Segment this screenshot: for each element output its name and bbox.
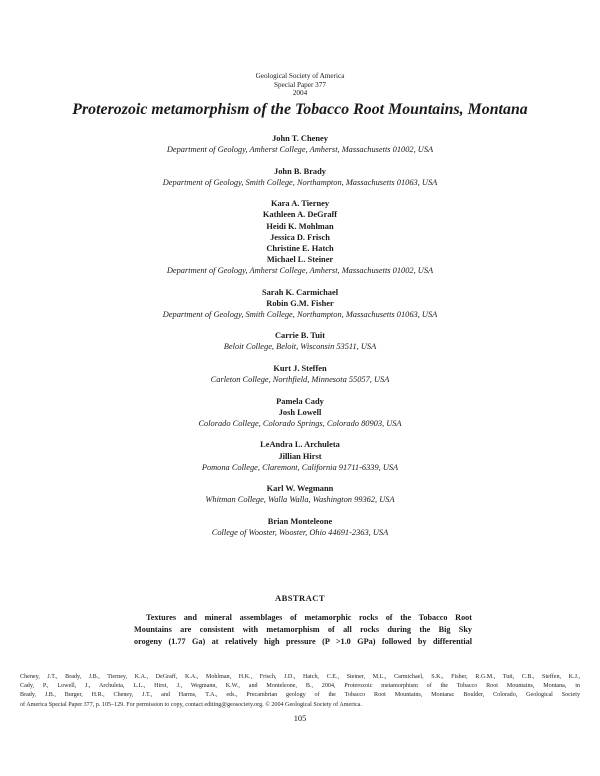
author-affiliation: Department of Geology, Smith College, Northampton, Massachusetts 01063, USA	[162, 309, 438, 319]
author-group	[0, 198, 600, 276]
citation-line: Cady, P., Lowell, J., Archuleta, L.L., Hirst, J., Wegmann, K.W., and Monteleone, B., 2004, Proterozoic metamorphism of the Tobacco Root Mountains, Montana, in	[20, 683, 580, 690]
author-affiliation: Carleton College, Northfield, Minnesota 55057, USA	[210, 375, 390, 385]
society-name: Geological Society of America	[255, 72, 345, 80]
author-group	[0, 133, 600, 155]
series-label: Special Paper 377	[274, 80, 326, 89]
author-name: Heidi K. Mohlman	[266, 221, 334, 231]
author-group	[0, 483, 600, 505]
citation-line: Brady, J.B., Burger, H.R., Cheney, J.T., and Harms, T.A., eds., Precambrian geology of the Tobacco Root Mountains, Montana: Boulder, Colorado, Geological Society	[20, 692, 580, 699]
abstract-line: Textures and mineral assemblages of metamorphic rocks of the Tobacco Root	[146, 613, 472, 622]
author-affiliation: Department of Geology, Amherst College, Amherst, Massachusetts 01002, USA	[166, 265, 434, 275]
author-name: Robin G.M. Fisher	[266, 298, 334, 308]
author-name: Jessica D. Frisch	[270, 232, 330, 242]
author-group	[0, 516, 600, 538]
author-name: Christine E. Hatch	[266, 243, 334, 253]
author-name: Josh Lowell	[278, 407, 322, 417]
author-affiliation: Department of Geology, Smith College, Northampton, Massachusetts 01063, USA	[162, 177, 438, 187]
author-group	[0, 439, 600, 472]
author-list	[0, 133, 600, 538]
publication-year: 2004	[292, 89, 308, 98]
author-name: Pamela Cady	[276, 396, 324, 406]
author-affiliation: Department of Geology, Amherst College, Amherst, Massachusetts 01002, USA	[166, 145, 434, 155]
author-affiliation: Beloit College, Beloit, Wisconsin 53511, USA	[223, 342, 377, 352]
author-name: Karl W. Wegmann	[266, 484, 334, 494]
abstract-line: Mountains are consistent with metamorphism of all rocks during the Big Sky	[134, 624, 472, 634]
author-group	[0, 330, 600, 352]
author-affiliation: Whitman College, Walla Walla, Washington 99362, USA	[205, 495, 395, 505]
author-group	[0, 363, 600, 385]
author-name: Jillian Hirst	[278, 451, 322, 461]
author-name: Sarah K. Carmichael	[261, 287, 339, 297]
page-number: 105	[293, 714, 307, 723]
author-affiliation: Pomona College, Claremont, California 91711-6339, USA	[201, 462, 399, 472]
author-name: Kara A. Tierney	[270, 199, 330, 209]
author-name: John B. Brady	[274, 166, 326, 176]
author-affiliation: College of Wooster, Wooster, Ohio 44691-2363, USA	[211, 528, 389, 538]
author-affiliation: Colorado College, Colorado Springs, Colorado 80903, USA	[198, 418, 402, 428]
abstract-text	[134, 612, 472, 648]
author-name: Carrie B. Tuit	[274, 331, 326, 341]
author-name: Brian Monteleone	[267, 516, 333, 526]
journal-header	[0, 72, 600, 98]
citation-block	[20, 673, 580, 710]
author-name: John T. Cheney	[272, 134, 328, 143]
citation-line: Cheney, J.T., Brady, J.B., Tierney, K.A., DeGraff, K.A., Mohlman, H.K., Frisch, J.D., Hatch, C.E., Steiner, M.L., Carmichael, S.K., Fisher, R.G.M., Tuit, C.B., Steffen, K.J.,	[20, 674, 580, 680]
author-group	[0, 287, 600, 320]
abstract-heading: ABSTRACT	[275, 593, 325, 603]
author-group	[0, 396, 600, 429]
abstract-line: orogeny (1.77 Ga) at relatively high pressure (P >1.0 GPa) followed by differential	[134, 636, 472, 646]
author-name: Kurt J. Steffen	[273, 364, 327, 373]
author-name: Kathleen A. DeGraff	[262, 210, 338, 220]
paper-title: Proterozoic metamorphism of the Tobacco Root Mountains, Montana	[72, 101, 528, 118]
author-group	[0, 166, 600, 188]
author-name: LeAndra L. Archuleta	[260, 440, 340, 450]
author-name: Michael L. Steiner	[266, 254, 334, 264]
citation-line: of America Special Paper 377, p. 105–129. For permission to copy, contact editing@geosociety.org. © 2004 Geological Society of America.	[20, 701, 362, 708]
